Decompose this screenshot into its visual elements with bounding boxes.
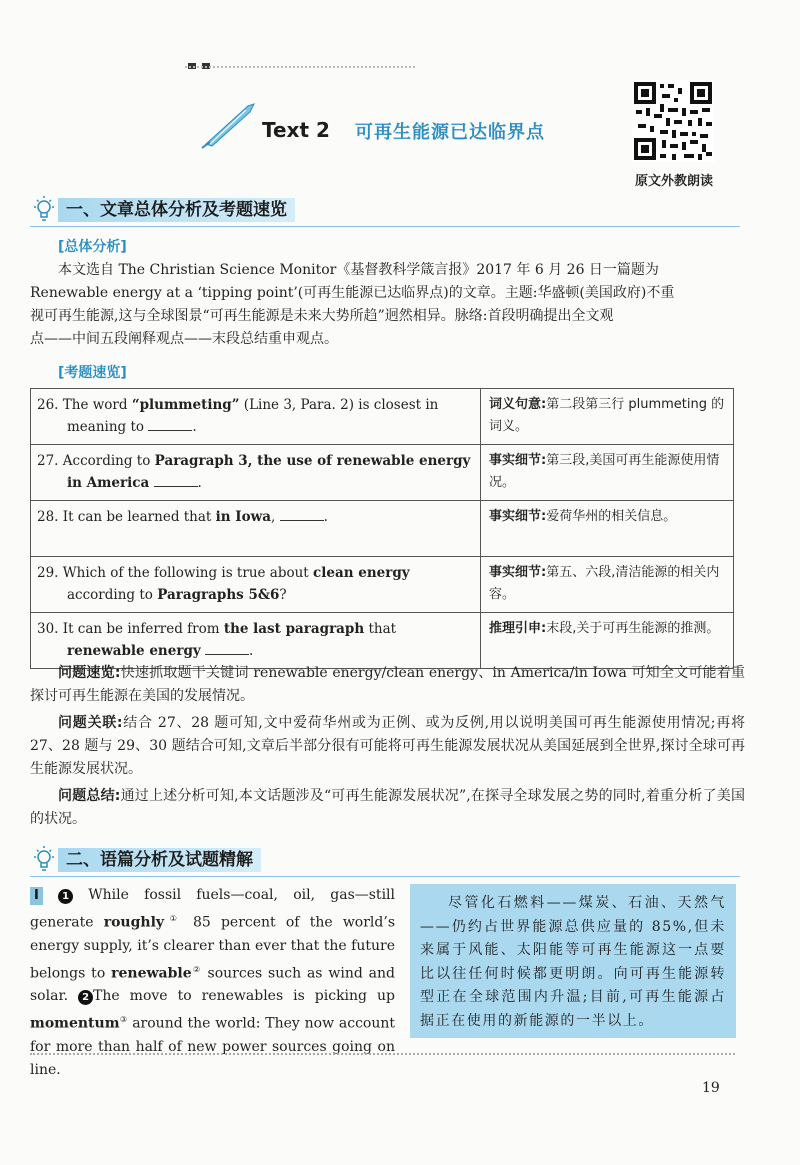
note-summary: 问题总结:通过上述分析可知,本文话题涉及“可再生能源发展状况”,在探寻全球发展之势的同时,着重分析了美国的状况。 — [30, 788, 745, 827]
page-number: 19 — [702, 1080, 720, 1096]
section-heading-1 — [30, 196, 740, 227]
table-row — [31, 557, 734, 613]
answer-hint-cell: 推理引申:末段,关于可再生能源的推测。 — [481, 613, 734, 669]
section-heading-text: 二、语篇分析及试题精解 — [58, 848, 261, 872]
overall-line-3: 视可再生能源,这与全球图景“可再生能源是未来大势所趋”迥然相异。脉络:首段明确提出全文观 — [30, 308, 614, 324]
answer-hint-cell: 词义句意:第二段第三行 plummeting 的词义。 — [481, 389, 734, 445]
qr-caption: 原文外教朗读 — [634, 174, 713, 189]
qr-code-icon[interactable] — [632, 80, 714, 162]
overall-line-4: 点——中间五段阐释观点——末段总结重申观点。 — [30, 331, 338, 347]
question-notes — [30, 662, 745, 831]
overall-line-1: 本文选自 The Christian Science Monitor《基督教科学箴言报》2017 年 6 月 26 日一篇题为 — [58, 262, 659, 278]
note-association: 问题关联:结合 27、28 题可知,文中爱荷华州或为正例、或为反例,用以说明美国可再生能源使用情况;再将 27、28 题与 29、30 题结合可知,文章后半部分很有可能将可再生能源发展状况从美国延展到全世界,探讨全球可再生能源发展状况。 — [30, 715, 745, 777]
paragraph-mark: I — [30, 887, 43, 905]
bottom-dotted-line — [30, 1053, 735, 1055]
quill-pen-icon — [200, 100, 260, 150]
lightbulb-icon — [30, 844, 58, 874]
overall-analysis-text — [30, 259, 745, 351]
paragraph-text: I 1 While fossil fuels—coal, oil, gas—still generate roughly① 85 percent of the world’s energy supply, it’s clearer than ever that the future belongs to renewable② sources such as wind and solar. 2 The move to renewables is picking up momentum③ around the world: They now account for more than half of new power sources going on line. — [30, 887, 396, 1078]
sentence-number: 2 — [78, 990, 93, 1005]
lightbulb-icon — [30, 194, 58, 224]
question-cell: 27. According to Paragraph 3, the use of renewable energy in America . — [31, 445, 481, 501]
text-label: Text 2 — [262, 118, 330, 142]
table-row — [31, 389, 734, 445]
table-row — [31, 613, 734, 669]
question-preview-label: [考题速览] — [58, 365, 127, 381]
section-heading-text: 一、文章总体分析及考题速览 — [58, 198, 295, 222]
sentence-number: 1 — [58, 889, 73, 904]
table-row — [31, 445, 734, 501]
translation-box — [410, 884, 736, 1038]
note-preview: 问题速览:快速抓取题干关键词 renewable energy/clean energy、in America/in Iowa 可知全文可能着重探讨可再生能源在美国的发展情况。 — [30, 665, 745, 704]
answer-hint-cell: 事实细节:第五、六段,清洁能源的相关内容。 — [481, 557, 734, 613]
table-row — [31, 501, 734, 557]
top-dotted-line — [185, 66, 415, 72]
question-cell: 28. It can be learned that in Iowa, . — [31, 501, 481, 557]
overall-analysis-label: [总体分析] — [58, 239, 127, 255]
question-cell: 30. It can be inferred from the last paragraph that renewable energy . — [31, 613, 481, 669]
overall-line-2: Renewable energy at a ‘tipping point’(可再生能源已达临界点)的文章。主题:华盛顿(美国政府)不重 — [30, 285, 675, 301]
question-preview-table — [30, 388, 734, 669]
question-cell: 26. The word “plummeting” (Line 3, Para. 2) is closest in meaning to . — [31, 389, 481, 445]
answer-hint-cell: 事实细节:爱荷华州的相关信息。 — [481, 501, 734, 557]
article-title: 可再生能源已达临界点 — [355, 122, 545, 143]
answer-hint-cell: 事实细节:第三段,美国可再生能源使用情况。 — [481, 445, 734, 501]
translation-text: 尽管化石燃料——煤炭、石油、天然气——仍约占世界能源总供应量的 85%,但未来属于风能、太阳能等可再生能源这一点要比以往任何时候都更明朗。向可再生能源转型正在全球范围内升温;目前,可再生能源占据正在使用的新能源的一半以上。 — [420, 895, 726, 1029]
section-heading-2 — [30, 846, 740, 877]
question-cell: 29. Which of the following is true about clean energy according to Paragraphs 5&6? — [31, 557, 481, 613]
